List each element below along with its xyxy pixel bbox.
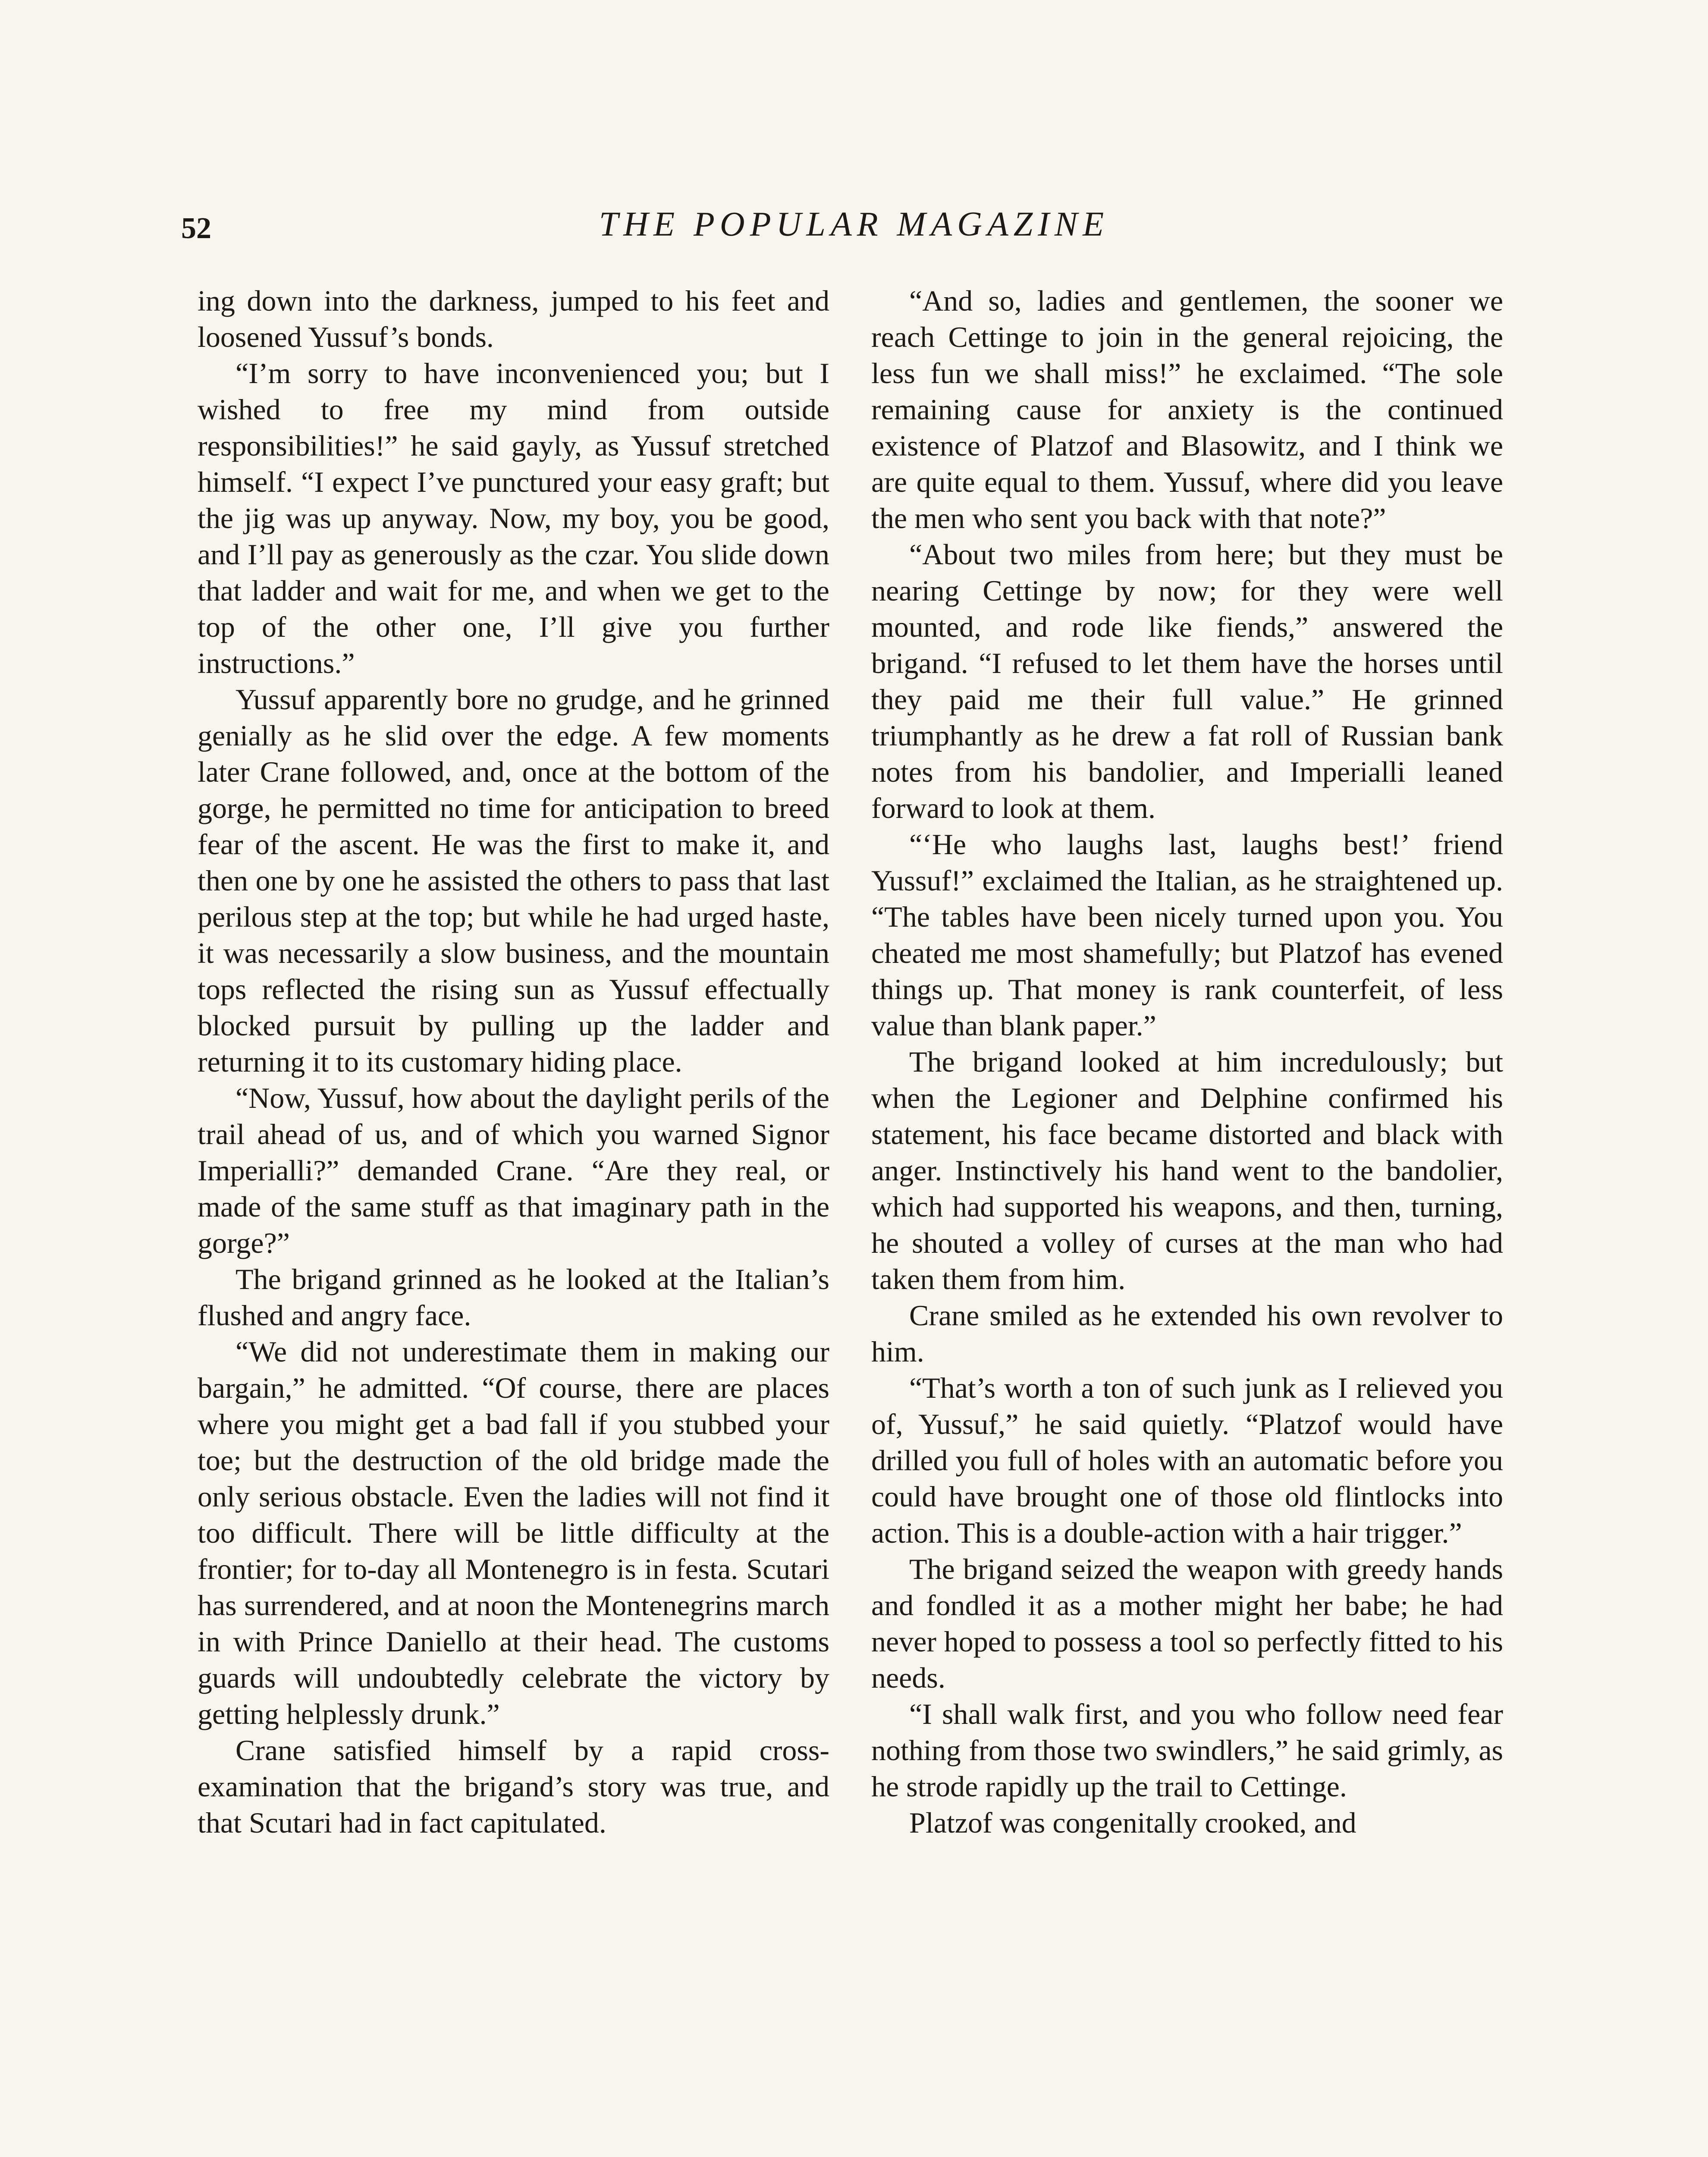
- left-column: [198, 283, 829, 1841]
- paragraph: “‘He who laughs last, laughs best!’ friend Yussuf!” exclaimed the Italian, as he straightened up. “The tables have been nicely turned upon you. You cheated me most shamefully; but Platzof has evened things up. That money is rank counterfeit, of less value than blank paper.”: [871, 828, 1503, 1042]
- paragraph: ing down into the darkness, jumped to his feet and loosened Yussuf’s bonds.: [198, 284, 829, 353]
- paragraph: Crane smiled as he extended his own revolver to him.: [871, 1299, 1503, 1368]
- paragraph: “Now, Yussuf, how about the daylight perils of the trail ahead of us, and of which you warned Signor Imperialli?” demanded Crane. “Are they real, or made of the same stuff as that imaginary path in the gorge?”: [198, 1082, 829, 1259]
- paragraph: “I’m sorry to have inconvenienced you; but I wished to free my mind from outside responsibilities!” he said gayly, as Yussuf stretched himself. “I expect I’ve punctured your easy graft; but the jig was up anyway. Now, my boy, you be good, and I’ll pay as generously as the czar. You slide down that ladder and wait for me, and when we get to the top of the other one, I’ll give you further instructions.”: [198, 357, 829, 679]
- paragraph: “About two miles from here; but they must be nearing Cettinge by now; for they were well mounted, and rode like fiends,” answered the brigand. “I refused to let them have the horses until they paid me their full value.” He grinned triumphantly as he drew a fat roll of Russian bank notes from his bandolier, and Imperialli leaned forward to look at them.: [871, 538, 1503, 824]
- paragraph: The brigand looked at him incredulously; but when the Legioner and Delphine confirmed his statement, his face became distorted and black with anger. Instinctively his hand went to the bandolier, which had supported his weapons, and then, turning, he shouted a volley of curses at the man who had taken them from him.: [871, 1045, 1503, 1295]
- paragraph: “I shall walk first, and you who follow need fear nothing from those two swindlers,” he said grimly, as he strode rapidly up the trail to Cettinge.: [871, 1698, 1503, 1803]
- paragraph: Crane satisfied himself by a rapid cross-examination that the brigand’s story was true, and that Scutari had in fact capitulated.: [198, 1734, 829, 1839]
- paragraph: “That’s worth a ton of such junk as I relieved you of, Yussuf,” he said quietly. “Platzof would have drilled you full of holes with an automatic before you could have brought one of those old flintlocks into action. This is a double-action with a hair trigger.”: [871, 1371, 1503, 1549]
- paragraph: “We did not underestimate them in making our bargain,” he admitted. “Of course, there are places where you might get a bad fall if you stubbed your toe; but the destruction of the old bridge made the only serious obstacle. Even the ladies will not find it too difficult. There will be little difficulty at the frontier; for to-day all Montenegro is in festa. Scutari has surrendered, and at noon the Montenegrins march in with Prince Daniello at their head. The customs guards will undoubtedly celebrate the victory by getting helplessly drunk.”: [198, 1335, 829, 1730]
- paragraph: Yussuf apparently bore no grudge, and he grinned genially as he slid over the edge. A few moments later Crane followed, and, once at the bottom of the gorge, he permitted no time for anticipation to breed fear of the ascent. He was the first to make it, and then one by one he assisted the others to pass that last perilous step at the top; but while he had urged haste, it was necessarily a slow business, and the mountain tops reflected the rising sun as Yussuf effectually blocked pursuit by pulling up the ladder and returning it to its customary hiding place.: [198, 683, 829, 1078]
- paragraph: The brigand seized the weapon with greedy hands and fondled it as a mother might her babe; he had never hoped to possess a tool so perfectly fitted to his needs.: [871, 1553, 1503, 1694]
- paragraph: The brigand grinned as he looked at the Italian’s flushed and angry face.: [198, 1263, 829, 1332]
- running-head: THE POPULAR MAGAZINE: [599, 205, 1109, 243]
- page-number: 52: [181, 212, 211, 245]
- paragraph: “And so, ladies and gentlemen, the sooner we reach Cettinge to join in the general rejoicing, the less fun we shall miss!” he exclaimed. “The sole remaining cause for anxiety is the continued existence of Platzof and Blasowitz, and I think we are quite equal to them. Yussuf, where did you leave the men who sent you back with that note?”: [871, 284, 1503, 535]
- right-column: [871, 283, 1503, 1841]
- paragraph: Platzof was congenitally crooked, and: [909, 1806, 1356, 1839]
